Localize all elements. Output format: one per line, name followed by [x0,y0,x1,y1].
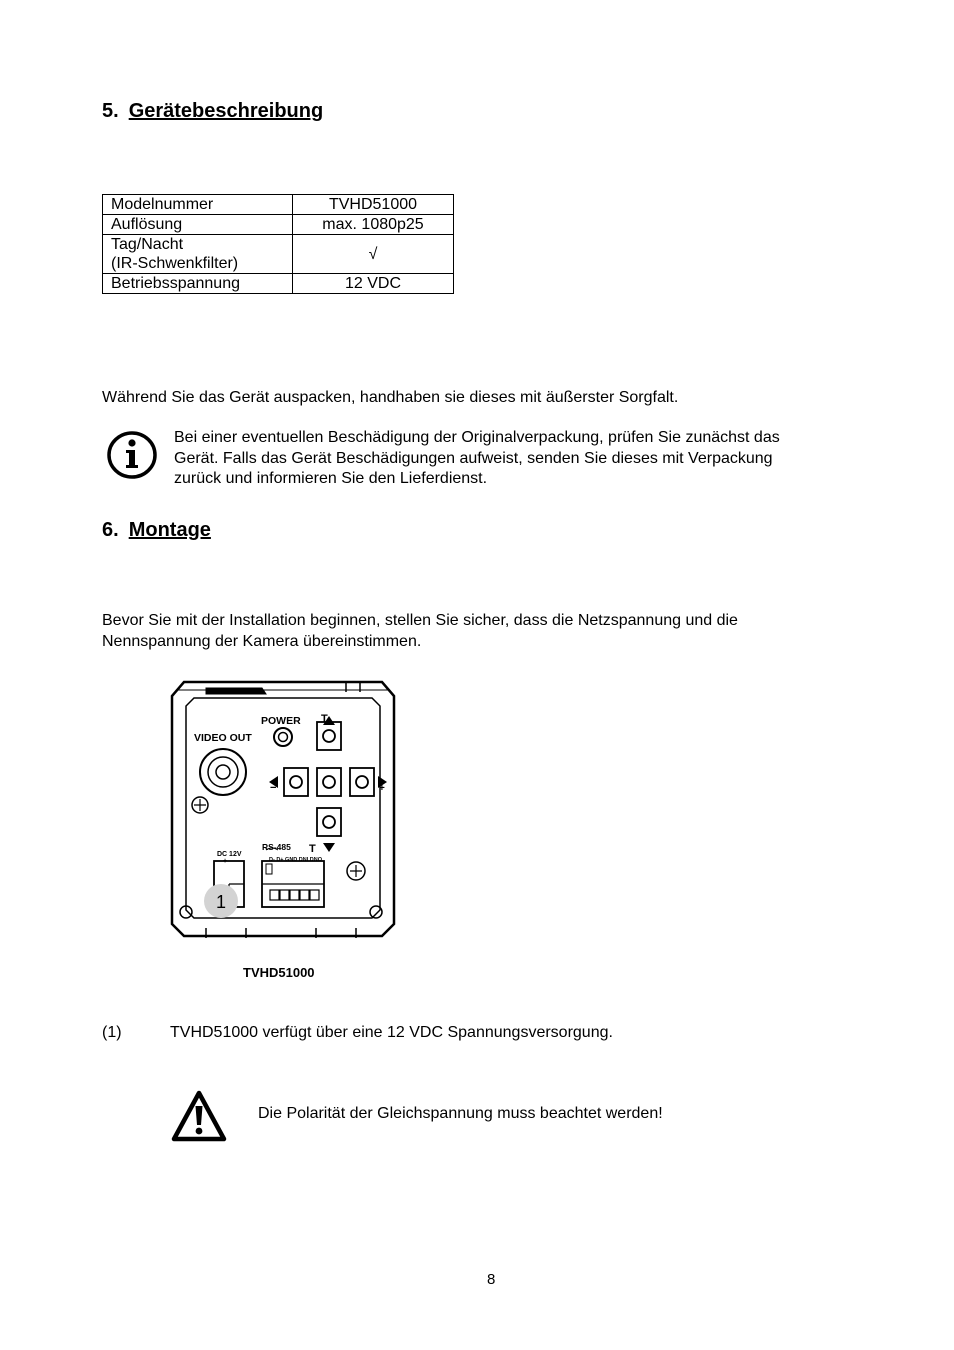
info-note-line: Gerät. Falls das Gerät Beschädigungen aufweist, senden Sie dieses mit Verpackung [174,449,773,467]
table-cell-value: √ [293,235,454,274]
tele-label: T [321,713,328,725]
info-note [174,428,780,490]
table-row [103,235,454,274]
dc-12v-label: DC 12V [217,851,242,858]
section-number: 6. [102,519,119,541]
unpack-paragraph: Während Sie das Gerät auspacken, handhaben sie dieses mit äußerster Sorgfalt. [102,389,679,406]
table-row [103,274,454,294]
page-number: 8 [487,1271,496,1288]
install-paragraph [102,611,738,652]
section-6-heading [102,519,211,542]
diagram-caption: TVHD51000 [243,965,315,980]
info-note-line: Bei einer eventuellen Beschädigung der Originalverpackung, prüfen Sie zunächst das [174,429,780,446]
terminal-labels: D- D+ GND DNI DNO [269,857,323,863]
spec-table [102,194,454,294]
minus-label: − [270,782,277,794]
video-out-label: VIDEO OUT [194,732,252,744]
list-item-text: TVHD51000 verfügt über eine 12 VDC Spannungsversorgung. [170,1024,613,1041]
table-cell-label-line: Tag/Nacht [111,236,184,253]
section-title: Gerätebeschreibung [128,100,324,122]
list-item-number: (1) [102,1024,122,1041]
section-title: Montage [128,519,211,541]
video-out-connector [200,749,246,795]
install-line: Bevor Sie mit der Installation beginnen, stellen Sie sicher, dass die Netzspannung und die [102,612,738,629]
install-line: Nennspannung der Kamera übereinstimmen. [102,632,422,650]
table-cell-value: 12 VDC [293,274,454,294]
info-note-line: zurück und informieren Sie den Lieferdienst. [174,470,488,487]
wide-label: T [309,843,316,855]
warning-text: Die Polarität der Gleichspannung muss beachtet werden! [258,1105,663,1122]
camera-back-panel-diagram [166,678,400,942]
callout-number: 1 [215,892,227,912]
plus-label: + [379,783,385,794]
table-cell-label: Betriebsspannung [103,274,293,294]
section-5-heading [102,100,323,123]
power-label: POWER [261,715,301,727]
table-cell-label: Auflösung [103,215,293,235]
table-cell-label [103,235,293,274]
section-number: 5. [102,100,119,122]
power-led [274,728,292,746]
table-row [103,215,454,235]
table-cell-value: TVHD51000 [293,195,454,215]
dc-polarity-label: + - [223,858,232,865]
table-cell-label: Modelnummer [103,195,293,215]
table-cell-value: max. 1080p25 [293,215,454,235]
rs485-label: RS-485 [262,842,291,852]
control-buttons [284,722,374,836]
warning-triangle-icon [170,1089,228,1143]
table-row [103,195,454,215]
table-cell-label-line: (IR-Schwenkfilter) [111,255,239,272]
info-icon [106,430,158,480]
